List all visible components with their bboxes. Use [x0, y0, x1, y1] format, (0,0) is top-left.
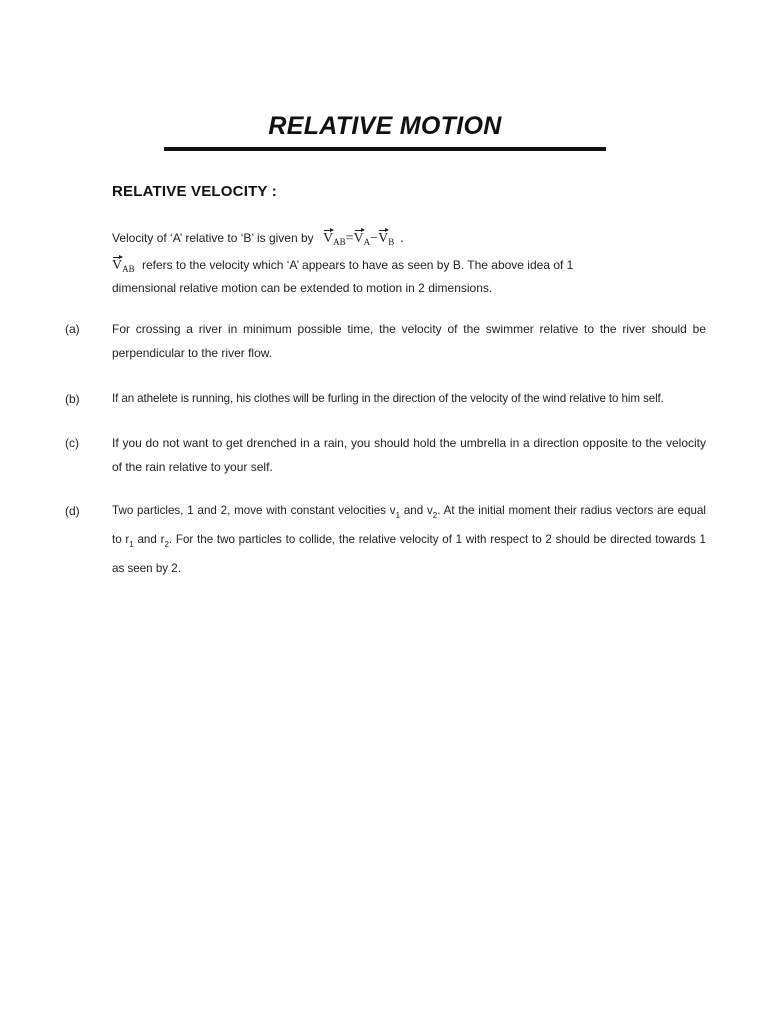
- item-label-b: (b): [65, 392, 80, 406]
- item-d-part-4: and r: [133, 533, 165, 546]
- relative-velocity-formula: [323, 231, 404, 246]
- equals-sign: =: [345, 231, 354, 246]
- item-text-a: For crossing a river in minimum possible time, the velocity of the swimmer relative to the river should be perpendicular to the river flow.: [112, 322, 706, 360]
- subscript-ab: AB: [333, 237, 346, 247]
- item-d-sub-r1: 1: [129, 540, 134, 549]
- minus-sign: −: [370, 231, 379, 246]
- intro-line-2-text: refers to the velocity which ‘A’ appears to have as seen by B. The above idea of 1: [141, 258, 574, 272]
- item-label-c: (c): [65, 436, 79, 450]
- intro-line-1-text: Velocity of ‘A’ relative to ‘B’ is given by: [112, 231, 314, 245]
- section-heading: RELATIVE VELOCITY :: [112, 183, 277, 200]
- item-d-sub-v1: 1: [395, 511, 401, 520]
- vector-v-b: V: [378, 231, 389, 246]
- vector-v-ab-symbol: [112, 258, 135, 273]
- title-underline: [164, 147, 606, 151]
- subscript-a: A: [363, 237, 371, 247]
- item-label-d: (d): [65, 504, 80, 518]
- intro-line-2: [112, 257, 573, 277]
- item-text-b: If an athelete is running, his clothes will be furling in the direction of the velocity of the wind relative to him self.: [112, 392, 664, 405]
- item-d-part-1: Two particles, 1 and 2, move with constant velocities v: [112, 504, 396, 517]
- item-text-d: [112, 499, 706, 581]
- item-d-sub-r2: 2: [164, 540, 169, 549]
- item-d-part-5: . For the two particles to collide, the relative velocity of 1 with respect to 2 should be directed towards 1 as seen by 2.: [112, 533, 706, 575]
- subscript-ab-2: AB: [122, 264, 135, 274]
- item-d-sub-v2: 2: [432, 511, 438, 520]
- subscript-b: B: [388, 237, 395, 247]
- vector-v-ab: V: [323, 231, 334, 246]
- vector-v-a: V: [353, 231, 364, 246]
- item-text-c: If you do not want to get drenched in a rain, you should hold the umbrella in a direction opposite to the velocity of the rain relative to your self.: [112, 436, 706, 474]
- intro-line-3: dimensional relative motion can be extended to motion in 2 dimensions.: [112, 281, 493, 295]
- item-d-part-3: . At the initial moment their radius vectors are equal to r: [112, 504, 706, 546]
- page-title: RELATIVE MOTION: [268, 112, 502, 140]
- item-d-part-2: and v: [400, 504, 433, 517]
- intro-line-1: [112, 230, 404, 250]
- item-label-a: (a): [65, 322, 80, 336]
- vector-v-ab-2: V: [112, 258, 123, 273]
- formula-period: .: [400, 231, 404, 246]
